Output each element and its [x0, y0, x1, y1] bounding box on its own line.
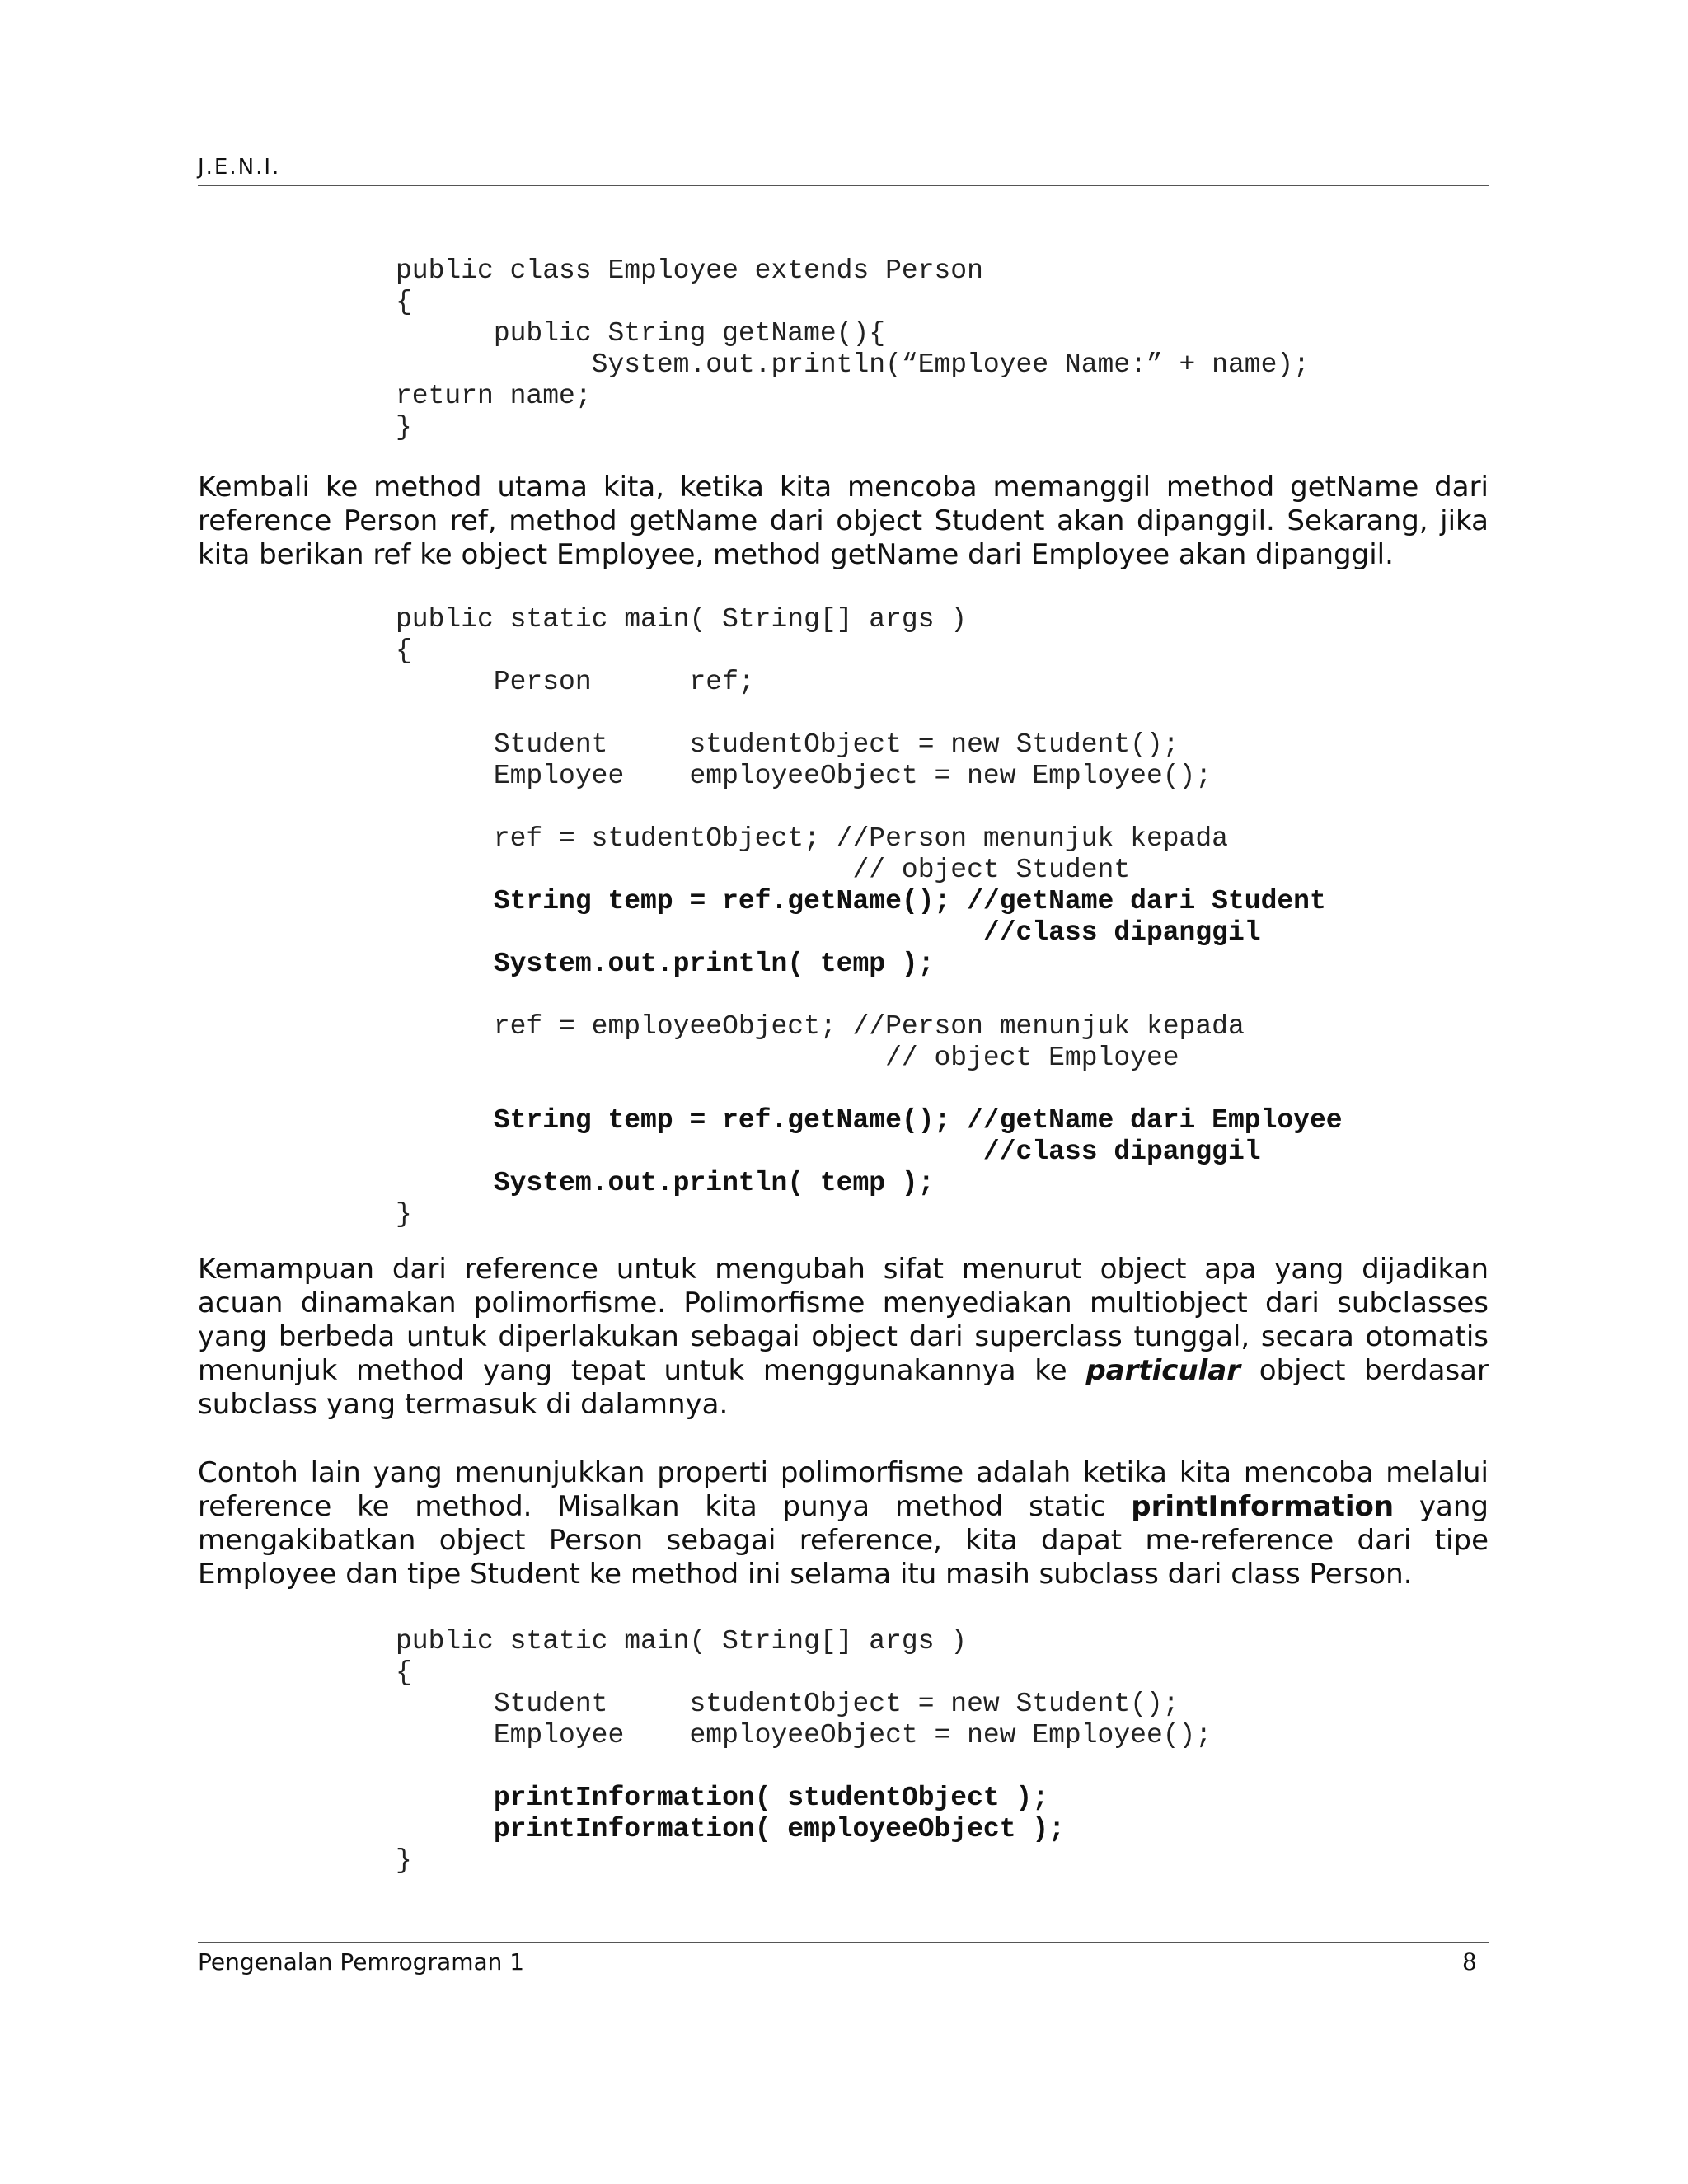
code-line: {: [396, 635, 412, 666]
code-line: [396, 792, 1343, 823]
code-line: public String getName(){: [396, 318, 886, 349]
code-line: //class dipanggil: [396, 917, 1261, 948]
paragraph-text: object berdasar subclass yang termasuk di dalamnya.: [198, 1354, 1489, 1421]
strong-print-information: printInformation: [1131, 1490, 1395, 1523]
footer-divider: [198, 1942, 1489, 1943]
code-line: Employee employeeObject = new Employee();: [396, 1720, 1212, 1750]
code-line: public static main( String[] args ): [396, 604, 968, 635]
code-line: public class Employee extends Person: [396, 255, 983, 286]
emphasis-particular: particular: [1085, 1354, 1241, 1387]
code-line: }: [396, 1199, 412, 1230]
code-line: }: [396, 1845, 412, 1876]
code-line: [396, 1751, 1212, 1783]
code-line: printInformation( studentObject );: [396, 1783, 1049, 1813]
code-line: String temp = ref.getName(); //getName dari Employee: [396, 1105, 1343, 1136]
code-block-main-polymorphism: [396, 604, 1343, 1230]
code-line: System.out.println( temp );: [396, 949, 935, 979]
paragraph-print-information: [198, 1456, 1489, 1591]
code-line: System.out.println( temp );: [396, 1168, 935, 1198]
paragraph-polymorphism-definition: [198, 1253, 1489, 1422]
code-line: Person ref;: [396, 667, 755, 697]
code-line: Employee employeeObject = new Employee();: [396, 761, 1212, 791]
footer-title: Pengenalan Pemrograman 1: [198, 1948, 525, 1975]
code-line: String temp = ref.getName(); //getName dari Student: [396, 886, 1326, 916]
code-line: printInformation( employeeObject );: [396, 1814, 1065, 1844]
code-line: }: [396, 412, 412, 443]
page-number: 8: [1462, 1948, 1477, 1975]
code-line: ref = studentObject; //Person menunjuk kepada: [396, 823, 1228, 854]
code-line: return name;: [396, 381, 592, 411]
code-line: System.out.println(“Employee Name:” + name);: [396, 349, 1310, 380]
code-line: [396, 1074, 1343, 1105]
code-block-main-print-information: [396, 1626, 1212, 1877]
code-line: // object Employee: [396, 1043, 1179, 1073]
code-line: //class dipanggil: [396, 1137, 1261, 1167]
code-block-employee-class: [396, 255, 1310, 443]
code-line: {: [396, 287, 412, 317]
code-line: [396, 698, 1343, 729]
page-header: J.E.N.I.: [198, 155, 1489, 186]
paragraph-method-call: Kembali ke method utama kita, ketika kita mencoba memanggil method getName dari reference Person ref, method getName dari object Student akan dipanggil. Sekarang, jika kita berikan ref ke object Employee, method getName dari Employee akan dipanggil.: [198, 471, 1489, 571]
code-line: ref = employeeObject; //Person menunjuk kepada: [396, 1011, 1245, 1042]
code-line: Student studentObject = new Student();: [396, 729, 1179, 760]
code-line: // object Student: [396, 855, 1131, 885]
code-line: public static main( String[] args ): [396, 1626, 968, 1657]
paragraph-text: Contoh lain yang menunjukkan properti polimorfisme adalah ketika kita mencoba melalui reference ke method. Misalkan kita punya method static: [198, 1456, 1489, 1523]
code-line: {: [396, 1657, 412, 1688]
code-line: [396, 980, 1343, 1011]
paragraph-text: yang mengakibatkan object Person sebagai reference, kita dapat me-reference dari tipe Employee dan tipe Student ke method ini selama itu masih subclass dari class Person.: [198, 1490, 1489, 1591]
paragraph-text: Kemampuan dari reference untuk mengubah sifat menurut object apa yang dijadikan acuan dinamakan polimorfisme. Polimorfisme menyediakan multiobject dari subclasses yang berbeda untuk diperlakukan sebagai object dari superclass tunggal, secara otomatis menunjuk method yang tepat untuk menggunakannya ke: [198, 1253, 1489, 1387]
code-line: Student studentObject = new Student();: [396, 1689, 1179, 1719]
